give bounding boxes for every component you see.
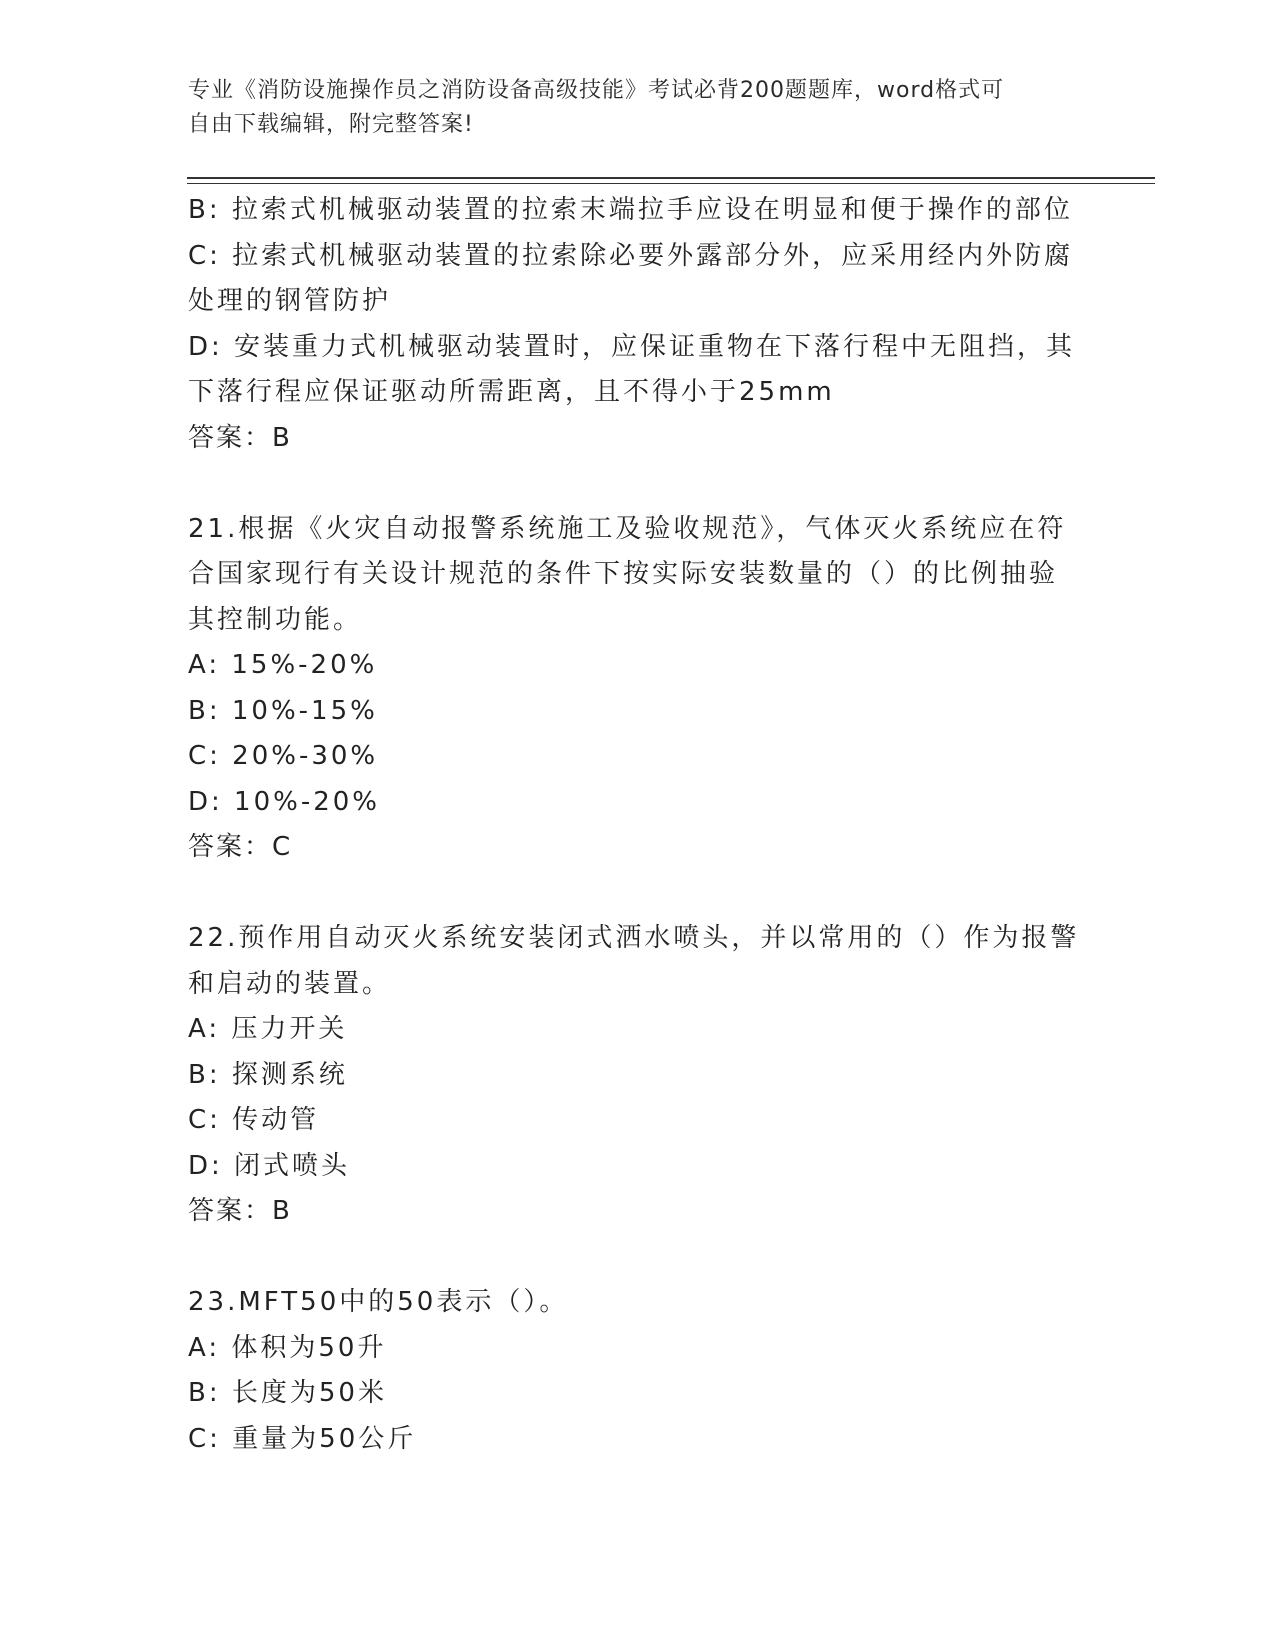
option-c: C: 20%-30% [188, 741, 379, 771]
option-c: C: 传动管 [188, 1105, 320, 1135]
option-b: B: 探测系统 [188, 1059, 348, 1090]
question-content [188, 188, 1088, 1462]
question-stem: 22.预作用自动灭火系统安装闭式洒水喷头，并以常用的（）作为报警 [188, 923, 1080, 953]
option-b: B: 拉索式机械驱动装置的拉索末端拉手应设在明显和便于操作的部位 [188, 195, 1073, 225]
question-stem-continued: 和启动的装置。 [188, 968, 392, 999]
spacer [188, 1235, 1088, 1281]
answer-label: 答案：C [188, 832, 293, 862]
option-b: B: 10%-15% [188, 695, 378, 726]
question-stem-continued: 其控制功能。 [188, 604, 363, 635]
question-stem-continued: 合国家现行有关设计规范的条件下按实际安装数量的（）的比例抽验 [188, 559, 1059, 589]
option-d-continued: 下落行程应保证驱动所需距离，且不得小于25mm [188, 377, 835, 407]
option-d: D: 安装重力式机械驱动装置时，应保证重物在下落行程中无阻挡，其 [188, 331, 1076, 362]
question-stem: 23.MFT50中的50表示（）。 [188, 1287, 569, 1317]
answer-label: 答案：B [188, 1196, 292, 1226]
option-c-continued: 处理的钢管防护 [188, 286, 392, 316]
option-d: D: 10%-20% [188, 786, 381, 817]
question-stem: 21.根据《火灾自动报警系统施工及验收规范》，气体灭火系统应在符 [188, 513, 1067, 544]
option-b: B: 长度为50米 [188, 1378, 387, 1408]
spacer [188, 461, 1088, 507]
option-a: A: 体积为50升 [188, 1332, 387, 1363]
option-c: C: 拉索式机械驱动装置的拉索除必要外露部分外，应采用经内外防腐 [188, 240, 1074, 271]
spacer [188, 871, 1088, 917]
option-a: A: 压力开关 [188, 1014, 348, 1044]
header-line-2: 自由下载编辑，附完整答案! [188, 112, 474, 137]
header-line-1: 专业《消防设施操作员之消防设备高级技能》考试必背200题题库，word格式可 [188, 78, 1005, 103]
header-divider-thick [187, 177, 1155, 179]
header-divider-thin [187, 183, 1155, 184]
question-23 [188, 1280, 1088, 1462]
option-d: D: 闭式喷头 [188, 1150, 351, 1181]
question-prev-tail [188, 188, 1088, 461]
document-header [188, 74, 1068, 142]
option-a: A: 15%-20% [188, 650, 378, 680]
question-21 [188, 507, 1088, 871]
option-c: C: 重量为50公斤 [188, 1423, 417, 1454]
answer-label: 答案：B [188, 422, 292, 453]
question-22 [188, 916, 1088, 1235]
